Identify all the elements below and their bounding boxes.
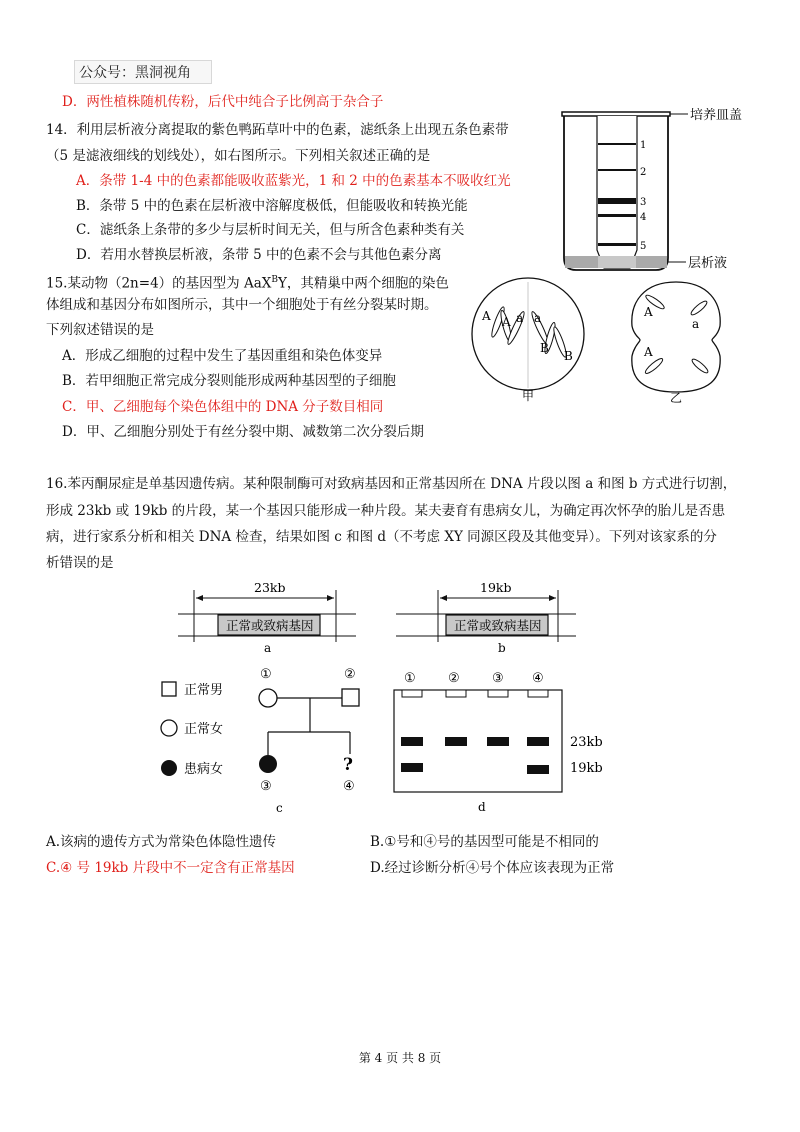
label-solvent: 层析液 bbox=[688, 256, 728, 271]
band-label-1: 1 bbox=[640, 140, 647, 151]
figure-b bbox=[396, 580, 576, 655]
lane-label-3: ③ bbox=[492, 671, 504, 686]
electrophoresis-figure bbox=[390, 668, 620, 816]
pedigree-father bbox=[342, 689, 359, 706]
gene-jia-6: B bbox=[564, 349, 573, 363]
band-1-19kb bbox=[401, 763, 423, 772]
fig-b-length: 19kb bbox=[480, 580, 512, 595]
band-label-4: 4 bbox=[640, 212, 647, 223]
q15-stem-1 bbox=[46, 270, 449, 294]
pedigree-figure bbox=[150, 664, 390, 816]
band-1-23kb bbox=[401, 737, 423, 746]
q14-option-c: C．滤纸条上条带的多少与层析时间无关，但与所含色素种类有关 bbox=[76, 222, 465, 238]
lane-label-2: ② bbox=[448, 671, 460, 686]
fig-a-caption: a bbox=[264, 641, 272, 655]
band-5 bbox=[598, 243, 636, 246]
band-label-2: 2 bbox=[640, 167, 647, 178]
q16-stem-4: 析错误的是 bbox=[46, 555, 114, 571]
legend-normal-male: 正常男 bbox=[184, 683, 224, 698]
fig-c-caption: c bbox=[276, 801, 283, 815]
gene-jia-3: a bbox=[516, 311, 524, 325]
band-4-19kb bbox=[527, 765, 549, 774]
q15-option-d: D．甲、乙细胞分别处于有丝分裂中期、减数第二次分裂后期 bbox=[62, 424, 424, 440]
figure-a bbox=[178, 580, 356, 655]
cell-yi bbox=[632, 282, 720, 392]
legend-female-icon bbox=[161, 720, 177, 736]
q15-stem-2: 体组成和基因分布如图所示，其中一个细胞处于有丝分裂某时期。 bbox=[46, 297, 438, 313]
label-dish: 培养皿盖 bbox=[690, 108, 743, 123]
gene-yi-1: A bbox=[644, 305, 653, 319]
q15-option-a: A．形成乙细胞的过程中发生了基因重组和染色体变异 bbox=[62, 348, 383, 364]
q15-stem-3: 下列叙述错误的是 bbox=[46, 322, 154, 338]
q13-option-d: D．两性植株随机传粉，后代中纯合子比例高于杂合子 bbox=[62, 94, 384, 110]
pedigree-id-1: ① bbox=[260, 667, 272, 682]
q14-option-b: B．条带 5 中的色素在层析液中溶解度极低，但能吸收和转换光能 bbox=[76, 198, 468, 214]
lane-label-4: ④ bbox=[532, 671, 544, 686]
gene-jia-5: B bbox=[540, 341, 549, 355]
gene-yi-3: A bbox=[644, 345, 653, 359]
pedigree-id-4: ④ bbox=[343, 779, 355, 794]
q15-option-c: C．甲、乙细胞每个染色体组中的 DNA 分子数目相同 bbox=[62, 399, 384, 415]
lane-label-1: ① bbox=[404, 671, 416, 686]
q15-stem-1-end: Y，其精巢中两个细胞的染色 bbox=[277, 275, 449, 292]
band-1 bbox=[598, 143, 636, 145]
pedigree-id-3: ③ bbox=[260, 779, 272, 794]
q14-option-a: A．条带 1-4 中的色素都能吸收蓝紫光，1 和 2 中的色素基本不吸收红光 bbox=[76, 173, 511, 189]
legend-affected-female: 患病女 bbox=[184, 762, 224, 777]
pedigree-mother bbox=[259, 689, 277, 707]
band-3 bbox=[598, 198, 636, 204]
q15-option-b: B．若甲细胞正常完成分裂则能形成两种基因型的子细胞 bbox=[62, 373, 396, 389]
q16-stem-2: 形成 23kb 或 19kb 的片段，某一个基因只能形成一种片段。某夫妻育有患病女儿，为确定再次怀孕的胎儿是否患 bbox=[46, 503, 726, 519]
pedigree-id-2: ② bbox=[344, 667, 356, 682]
dish-lid bbox=[562, 112, 670, 116]
legend-male-icon bbox=[162, 682, 176, 696]
q16-option-b: B.①号和④号的基因型可能是不相同的 bbox=[370, 834, 599, 850]
fig-b-gene: 正常或致病基因 bbox=[454, 618, 542, 633]
watermark: 公众号：黑洞视角 bbox=[74, 60, 212, 84]
fig-b-caption: b bbox=[498, 641, 506, 655]
legend-normal-female: 正常女 bbox=[184, 722, 224, 737]
band-4 bbox=[598, 214, 636, 217]
pedigree-unknown: ? bbox=[343, 755, 353, 775]
fig-a-gene: 正常或致病基因 bbox=[226, 618, 314, 633]
q15-stem-1-text: 15.某动物（2n=4）的基因型为 AaX bbox=[46, 275, 272, 292]
band-4-23kb bbox=[527, 737, 549, 746]
q16-option-c: C.④ 号 19kb 片段中不一定含有正常基因 bbox=[46, 860, 295, 876]
label-cell-jia: 甲 bbox=[522, 389, 535, 403]
q16-stem-3: 病，进行家系分析和相关 DNA 检查，结果如图 c 和图 d（不考虑 XY 同源区段及其他变异）。下列对该家系的分 bbox=[46, 529, 717, 545]
label-cell-yi: 乙 bbox=[670, 391, 683, 405]
size-23kb: 23kb bbox=[570, 735, 603, 750]
restriction-figures bbox=[170, 578, 600, 658]
q14-option-d: D．若用水替换层析液，条带 5 中的色素不会与其他色素分离 bbox=[76, 247, 442, 263]
q16-option-d: D.经过诊断分析④号个体应该表现为正常 bbox=[370, 860, 615, 876]
band-label-5: 5 bbox=[640, 241, 647, 252]
fig-d-caption: d bbox=[478, 800, 486, 814]
gene-jia-1: A bbox=[482, 309, 491, 323]
pedigree-daughter bbox=[259, 755, 277, 773]
q14-stem-1: 14．利用层析液分离提取的紫色鸭跖草叶中的色素，滤纸条上出现五条色素带 bbox=[46, 122, 509, 138]
cells-figure bbox=[468, 276, 728, 406]
q14-stem-2: （5 是滤液细线的划线处），如右图所示。下列相关叙述正确的是 bbox=[46, 148, 431, 164]
gene-jia-4: a bbox=[534, 311, 542, 325]
q16-stem-1: 16.苯丙酮尿症是单基因遗传病。某种限制酶可对致病基因和正常基因所在 DNA 片段以图 a 和图 b 方式进行切割， bbox=[46, 476, 737, 492]
q15-stem-1-sup: B bbox=[271, 275, 278, 285]
band-2-23kb bbox=[445, 737, 467, 746]
fig-a-length: 23kb bbox=[254, 580, 286, 595]
page-footer: 第 4 页 共 8 页 bbox=[358, 1051, 442, 1065]
size-19kb: 19kb bbox=[570, 761, 603, 776]
gene-jia-2: A bbox=[502, 315, 511, 329]
gene-yi-2: a bbox=[692, 317, 700, 331]
q16-option-a: A.该病的遗传方式为常染色体隐性遗传 bbox=[46, 834, 277, 850]
band-label-3: 3 bbox=[640, 197, 647, 208]
legend-affected-female-icon bbox=[161, 760, 177, 776]
chromatography-figure bbox=[552, 108, 782, 278]
band-2 bbox=[598, 169, 636, 171]
band-3-23kb bbox=[487, 737, 509, 746]
